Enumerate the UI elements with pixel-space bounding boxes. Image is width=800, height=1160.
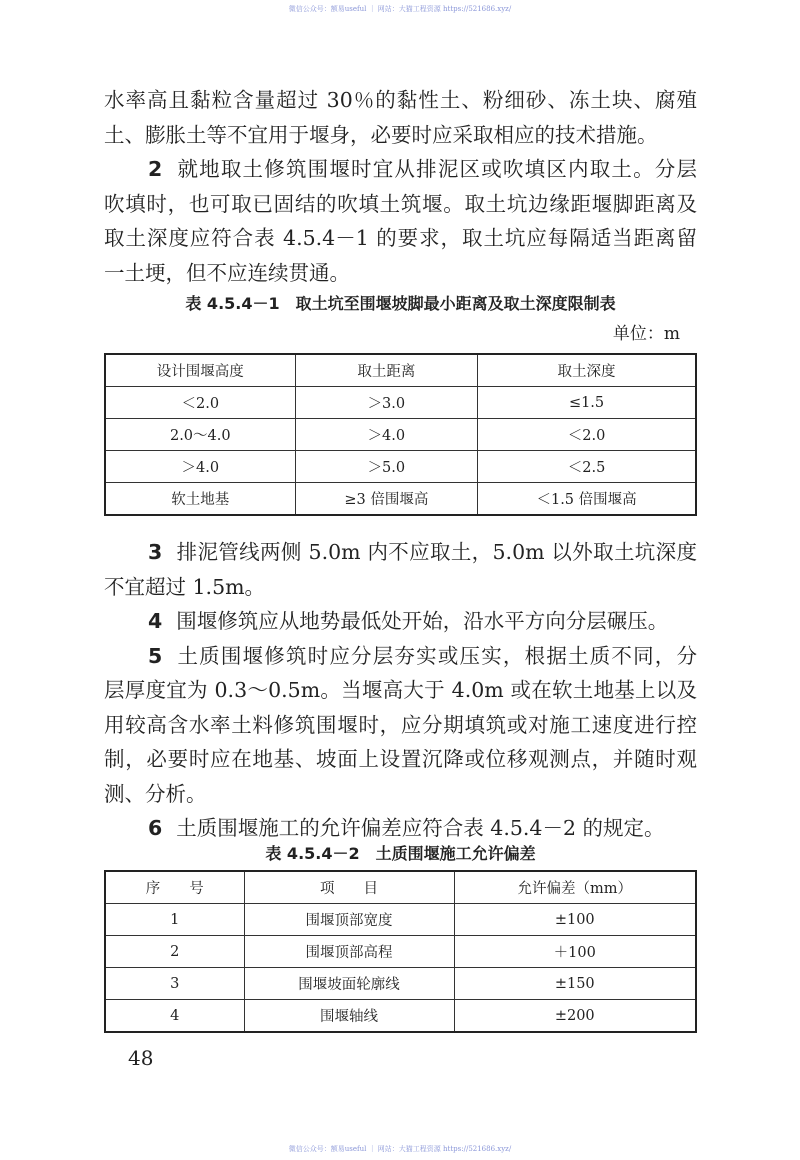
table1-caption: 表 4.5.4－1 取土坑至围堰坡脚最小距离及取土深度限制表 [185,294,616,313]
cell: ＜2.0 [478,419,696,451]
header-cell: 项 目 [244,871,454,904]
cell: ＞3.0 [295,387,478,419]
text-line: 用较高含水率土料修筑围堰时，应分期填筑或对施工速度进行控 [104,712,697,737]
cell: ＞5.0 [295,451,478,483]
text-line: 测、分析。 [104,781,207,806]
watermark-top: 微信公众号：额易useful ｜ 网站：大猫工程资源 https://521686.xyz/ [288,5,512,13]
cell: 围堰顶部高程 [244,936,454,968]
header-cell: 取土深度 [478,354,696,387]
table1 [104,353,697,516]
cell: 2.0～4.0 [105,419,295,451]
text: 土质围堰修筑时应分层夯实或压实，根据土质不同，分 [176,643,697,668]
table2 [104,870,697,1033]
table-header-row [105,871,696,904]
paragraphs-3-6 [104,535,697,846]
text-line: 水率高且黏粒含量超过 30％的黏性土、粉细砂、冻土块、腐殖 [104,88,697,112]
table-row [105,451,696,483]
table-row [105,904,696,936]
cell: ±200 [454,1000,696,1033]
cell: 围堰轴线 [244,1000,454,1033]
text-line: 吹填时，也可取已固结的吹填土筑堰。取土坑边缘距堰脚距离及 [104,191,697,216]
cell: 1 [105,904,244,936]
text: 围堰修筑应从地势最低处开始，沿水平方向分层碾压。 [176,609,669,633]
text-line: 制，必要时应在地基、坡面上设置沉降或位移观测点，并随时观 [104,747,697,771]
cell: 2 [105,936,244,968]
text-line [104,535,697,570]
cell: ＞4.0 [295,419,478,451]
table-row [105,483,696,516]
text: 土质围堰施工的允许偏差应符合表 4.5.4－2 的规定。 [176,816,665,840]
item-number: 4 [148,609,163,633]
cell: ＜2.5 [478,451,696,483]
text-line: 不宜超过 1.5m。 [104,574,266,599]
item-number: 2 [148,157,163,181]
cell: 软土地基 [105,483,295,516]
cell: ＜2.0 [105,387,295,419]
cell: ≤1.5 [478,387,696,419]
table-header-row [105,354,696,387]
cell: ＜1.5 倍围堰高 [478,483,696,516]
table1-unit: 单位：m [612,324,680,344]
text-line: 土、膨胀土等不宜用于堰身，必要时应采取相应的技术措施。 [104,122,658,147]
text-line: 层厚度宜为 0.3～0.5m。当堰高大于 4.0m 或在软土地基上以及 [104,678,697,702]
text: 就地取土修筑围堰时宜从排泥区或吹填区内取土。分层 [176,157,697,181]
header-cell: 设计围堰高度 [105,354,295,387]
cell: 围堰顶部宽度 [244,904,454,936]
text-line [104,639,697,674]
table-row [105,419,696,451]
table-row [105,968,696,1000]
item-number: 6 [148,816,163,840]
item-number: 3 [148,540,163,564]
paragraph-continuation [104,83,697,290]
cell: 4 [105,1000,244,1033]
header-cell: 取土距离 [295,354,478,387]
header-cell: 序 号 [105,871,244,904]
text: 排泥管线两侧 5.0m 内不应取土，5.0m 以外取土坑深度 [176,540,697,564]
text-line [104,152,697,187]
table2-caption: 表 4.5.4－2 土质围堰施工允许偏差 [265,844,536,863]
table-row [105,387,696,419]
cell: ±100 [454,904,696,936]
table-row [105,936,696,968]
table-row [105,1000,696,1033]
cell: 3 [105,968,244,1000]
watermark-bottom: 微信公众号：额易useful ｜ 网站：大猫工程资源 https://521686.xyz/ [288,1145,512,1153]
text-line: 取土深度应符合表 4.5.4－1 的要求，取土坑应每隔适当距离留 [104,226,697,250]
page-number: 48 [128,1046,154,1070]
cell: 围堰坡面轮廓线 [244,968,454,1000]
header-cell: 允许偏差（mm） [454,871,696,904]
cell: ＋100 [454,936,696,968]
cell: ≥3 倍围堰高 [295,483,478,516]
text-line: 一土埂，但不应连续贯通。 [104,260,350,285]
cell: ＞4.0 [105,451,295,483]
cell: ±150 [454,968,696,1000]
text-line [104,604,697,639]
item-number: 5 [148,643,163,668]
